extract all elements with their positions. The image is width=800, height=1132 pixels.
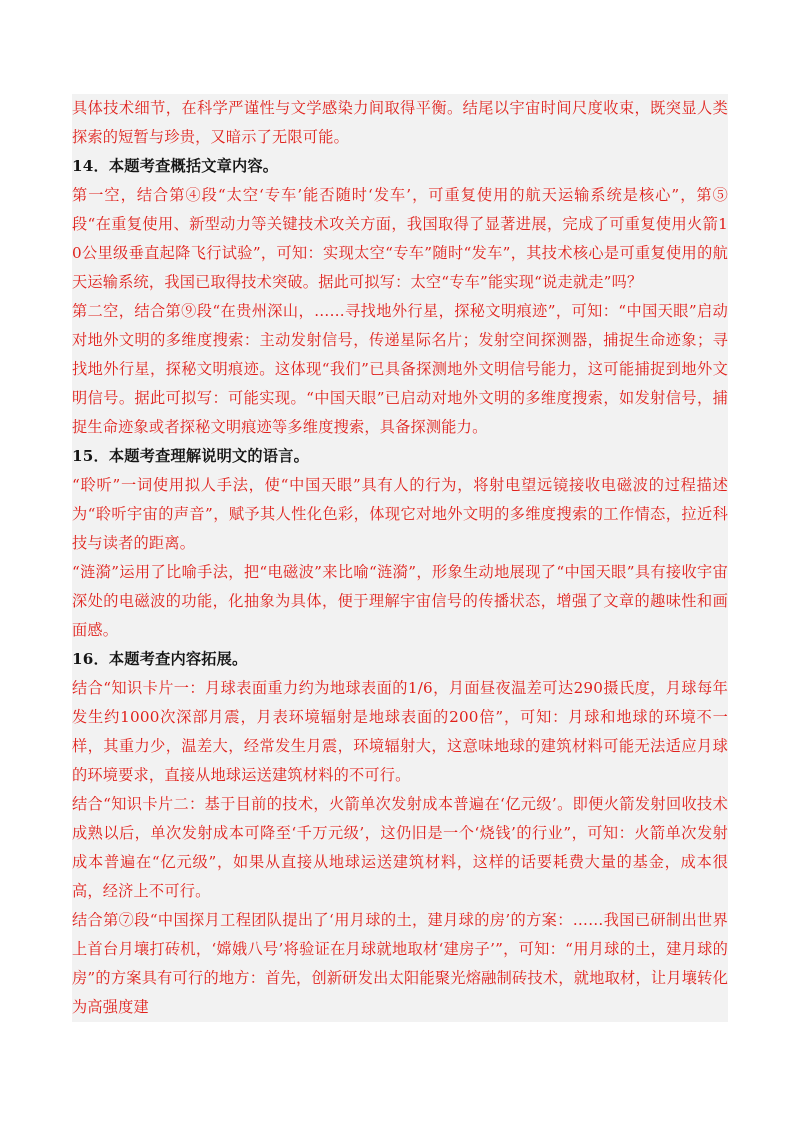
answer-paragraph: 结合第⑦段“中国探月工程团队提出了‘用月球的土，建月球的房’的方案：……我国已研制出世界上首台月壤打砖机，‘嫦娥八号’将验证在月球就地取材‘建房子’”，可知：“用月球的土，建月球的房”的方案具有可行的地方：首先，创新研发出太阳能聚光熔融制砖技术，就地取材，让月壤转化为高强度建 [72, 906, 728, 1022]
answer-paragraph: 具体技术细节，在科学严谨性与文学感染力间取得平衡。结尾以宇宙时间尺度收束，既突显人类探索的短暂与珍贵，又暗示了无限可能。 [72, 94, 728, 152]
answer-paragraph: 第二空，结合第⑨段“在贵州深山，……寻找地外行星，探秘文明痕迹”，可知：“中国天眼”启动对地外文明的多维度搜索：主动发射信号，传递星际名片；发射空间探测器，捕捉生命迹象；寻找地外行星，探秘文明痕迹。这体现“我们”已具备探测地外文明信号能力，这可能捕捉到地外文明信号。据此可拟写：可能实现。“中国天眼”已启动对地外文明的多维度搜索，如发射信号，捕捉生命迹象或者探秘文明痕迹等多维度搜索，具备探测能力。 [72, 297, 728, 442]
question-heading-14: 14．本题考查概括文章内容。 [72, 152, 728, 181]
document-page [72, 94, 728, 1022]
answer-paragraph: 第一空，结合第④段“太空‘专车’能否随时‘发车’，可重复使用的航天运输系统是核心”，第⑤段“在重复使用、新型动力等关键技术攻关方面，我国取得了显著进展，完成了可重复使用火箭10公里级垂直起降飞行试验”，可知：实现太空“专车”随时“发车”，其技术核心是可重复使用的航天运输系统，我国已取得技术突破。据此可拟写：太空“专车”能实现“说走就走”吗？ [72, 181, 728, 297]
question-heading-15: 15．本题考查理解说明文的语言。 [72, 442, 728, 471]
answer-paragraph: “涟漪”运用了比喻手法，把“电磁波”来比喻“涟漪”，形象生动地展现了“中国天眼”具有接收宇宙深处的电磁波的功能，化抽象为具体，便于理解宇宙信号的传播状态，增强了文章的趣味性和画面感。 [72, 558, 728, 645]
answer-paragraph: “聆听”一词使用拟人手法，使“中国天眼”具有人的行为，将射电望远镜接收电磁波的过程描述为“聆听宇宙的声音”，赋予其人性化色彩，体现它对地外文明的多维度搜索的工作情态，拉近科技与读者的距离。 [72, 471, 728, 558]
question-heading-16: 16．本题考查内容拓展。 [72, 645, 728, 674]
answer-paragraph: 结合“知识卡片一：月球表面重力约为地球表面的1/6，月面昼夜温差可达290摄氏度，月球每年发生约1000次深部月震，月表环境辐射是地球表面的200倍”，可知：月球和地球的环境不一样，其重力少，温差大，经常发生月震，环境辐射大，这意味地球的建筑材料可能无法适应月球的环境要求，直接从地球运送建筑材料的不可行。 [72, 674, 728, 790]
answer-paragraph: 结合“知识卡片二：基于目前的技术，火箭单次发射成本普遍在‘亿元级’。即便火箭发射回收技术成熟以后，单次发射成本可降至‘千万元级’，这仍旧是一个‘烧钱’的行业”，可知：火箭单次发射成本普遍在“亿元级”，如果从直接从地球运送建筑材料，这样的话要耗费大量的基金，成本很高，经济上不可行。 [72, 790, 728, 906]
